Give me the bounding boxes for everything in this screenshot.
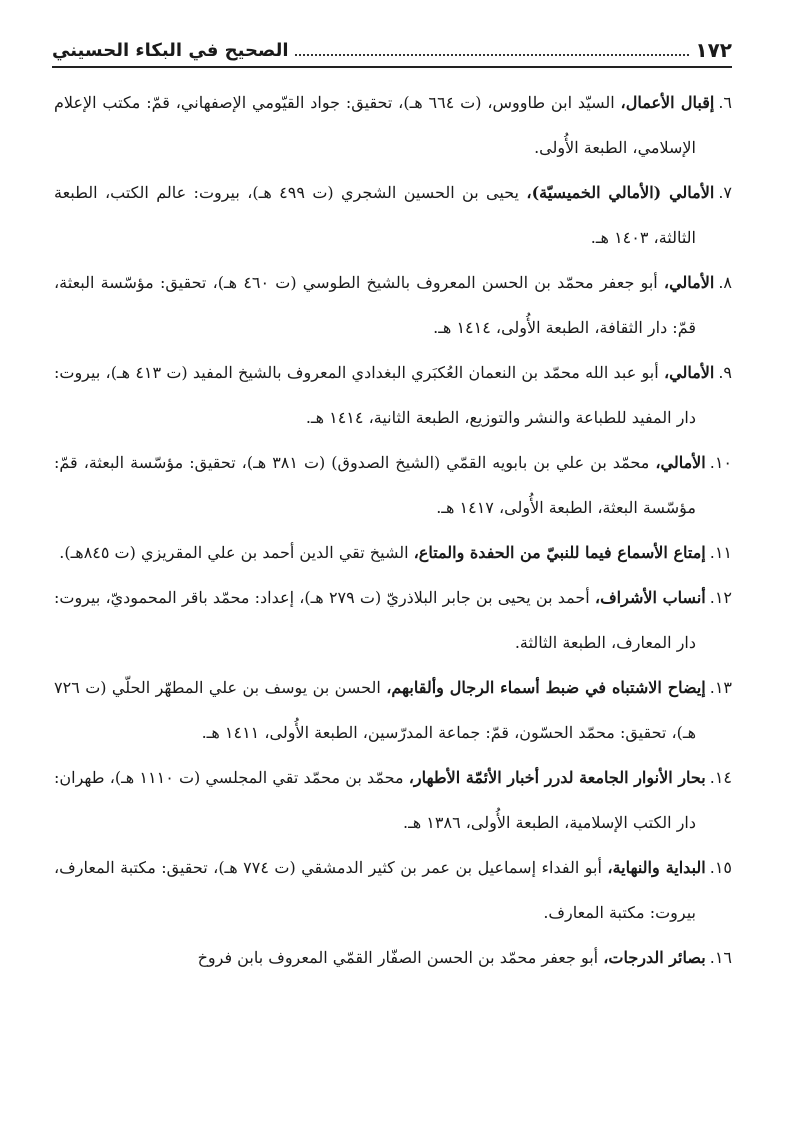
entry-details: الحسن بن يوسف بن علي المطهّر الحلّي (ت ٧٢٦ هـ)، تحقيق: محمّد الحسّون، قمّ: جماعة المدرّسين، الطبعة الأُولى، ١٤١١ هـ. [54, 678, 696, 742]
bibliography-entry [54, 845, 732, 935]
entry-title: الأمالي (الأمالي الخميسيّة)، [526, 183, 715, 202]
entry-number: ١٢. [709, 588, 732, 607]
entry-details: يحيى بن الحسين الشجري (ت ٤٩٩ هـ)، بيروت: عالم الكتب، الطبعة الثالثة، ١٤٠٣ هـ. [54, 183, 696, 247]
entry-title: الأمالي، [663, 273, 715, 292]
entry-number: ٧. [718, 183, 733, 202]
bibliography-entry [54, 170, 732, 260]
header-rule [52, 66, 732, 68]
bibliography-entry [54, 80, 732, 170]
running-title: الصحيح في البكاء الحسيني [52, 40, 289, 61]
bibliography-entry [54, 260, 732, 350]
entry-title: البداية والنهاية، [607, 858, 706, 877]
entry-number: ١٥. [709, 858, 732, 877]
entry-details: أبو جعفر محمّد بن الحسن المعروف بالشيخ الطوسي (ت ٤٦٠ هـ)، تحقيق: مؤسّسة البعثة، قمّ: دار الثقافة، الطبعة الأُولى، ١٤١٤ هـ. [54, 273, 696, 337]
entry-title: بصائر الدرجات، [603, 948, 706, 967]
entry-number: ١١. [709, 543, 732, 562]
entry-title: الأمالي، [663, 363, 715, 382]
entry-number: ٦. [718, 93, 733, 112]
page-header [52, 30, 732, 64]
entry-details: أبو الفداء إسماعيل بن عمر بن كثير الدمشقي (ت ٧٧٤ هـ)، تحقيق: مكتبة المعارف، بيروت: مكتبة المعارف. [54, 858, 696, 922]
bibliography-entry [54, 575, 732, 665]
entry-number: ٨. [718, 273, 732, 292]
entry-number: ١٠. [709, 453, 733, 472]
entry-title: الأمالي، [655, 453, 706, 472]
entry-title: أنساب الأشراف، [594, 588, 706, 607]
entry-details: أبو جعفر محمّد بن الحسن الصفّار القمّي المعروف بابن فروخ [197, 948, 604, 967]
entry-title: إقبال الأعمال، [620, 93, 715, 112]
entry-details: محمّد بن علي بن بابويه القمّي (الشيخ الصدوق) (ت ٣٨١ هـ)، تحقيق: مؤسّسة البعثة، قمّ: مؤسّسة البعثة، الطبعة الأُولى، ١٤١٧ هـ. [54, 453, 696, 517]
bibliography-entry [54, 350, 732, 440]
bibliography-entry [54, 530, 732, 575]
entry-details: السيّد ابن طاووس، (ت ٦٦٤ هـ)، تحقيق: جواد القيّومي الإصفهاني، قمّ: مكتب الإعلام الإسلامي، الطبعة الأُولى. [54, 93, 696, 157]
entry-details: محمّد بن محمّد تقي المجلسي (ت ١١١٠ هـ)، طهران: دار الكتب الإسلامية، الطبعة الأُولى، ١٣٨٦ هـ. [54, 768, 696, 832]
header-dot-leader [295, 53, 690, 56]
entry-title: بحار الأنوار الجامعة لدرر أخبار الأئمّة الأطهار، [408, 768, 706, 787]
page-number: ١٧٢ [695, 38, 732, 62]
bibliography-entry [54, 440, 732, 530]
bibliography-entry [54, 665, 732, 755]
entry-details: الشيخ تقي الدين أحمد بن علي المقريزي (ت ٨٤٥هـ). [59, 543, 414, 562]
bibliography-list [54, 80, 732, 980]
entry-number: ١٣. [709, 678, 732, 697]
bibliography-entry [54, 755, 732, 845]
entry-title: إيضاح الاشتباه في ضبط أسماء الرجال وألقابهم، [386, 678, 706, 697]
bibliography-entry [54, 935, 732, 980]
entry-number: ١٤. [709, 768, 732, 787]
entry-number: ١٦. [709, 948, 732, 967]
entry-details: أبو عبد الله محمّد بن النعمان العُكبَري البغدادي المعروف بالشيخ المفيد (ت ٤١٣ هـ)، بيروت: دار المفيد للطباعة والنشر والتوزيع، الطبعة الثانية، ١٤١٤ هـ. [54, 363, 696, 427]
entry-details: أحمد بن يحيى بن جابر البلاذريّ (ت ٢٧٩ هـ)، إعداد: محمّد باقر المحموديّ، بيروت: دار المعارف، الطبعة الثالثة. [54, 588, 696, 652]
entry-number: ٩. [718, 363, 733, 382]
entry-title: إمتاع الأسماع فيما للنبيّ من الحفدة والمتاع، [413, 543, 706, 562]
